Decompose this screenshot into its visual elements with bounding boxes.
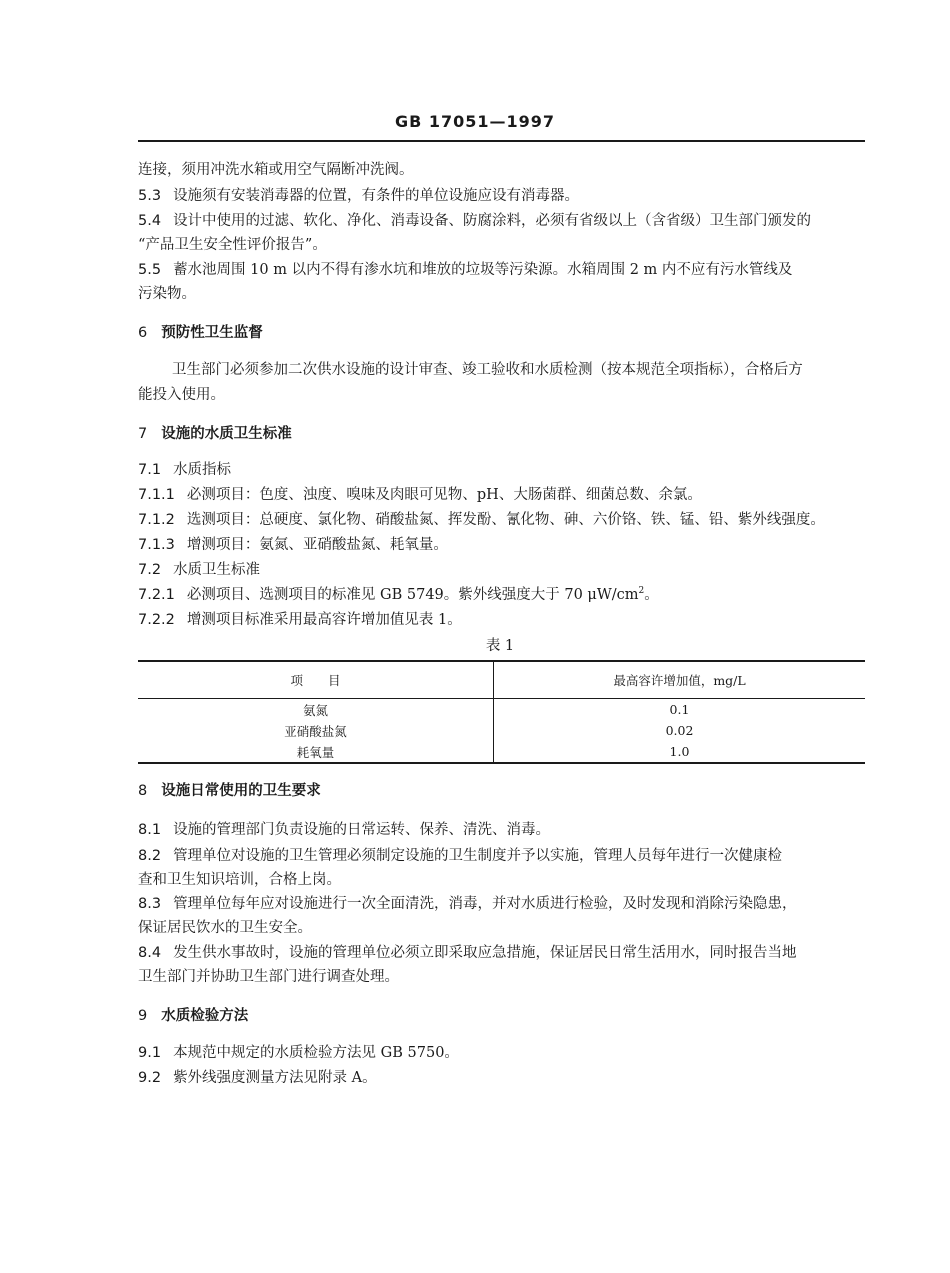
clause-5-4 [138,211,865,231]
clause-number: 7.2 [138,562,162,578]
clause-9-1 [138,1043,865,1063]
clause-text: 增测项目标准采用最高容许增加值见表 1。 [186,612,462,628]
clause-text: 本规范中规定的水质检验方法见 GB 5750。 [173,1045,459,1061]
clause-number: 9.2 [138,1070,162,1086]
clause-7-1 [138,460,865,480]
clause-number: 7.2.1 [138,587,175,603]
clause-number: 7.2.2 [138,612,175,628]
section-number: 6 [138,325,148,341]
clause-5-5 [138,260,865,280]
clause-8-3 [138,894,865,914]
section-number: 9 [138,1008,148,1024]
clause-text: 发生供水事故时，设施的管理单位必须立即采取应急措施，保证居民日常生活用水，同时报告当地 [173,945,797,961]
section-number: 8 [138,783,148,799]
clause-text: 水质卫生标准 [173,562,261,578]
header-rule [138,140,865,142]
clause-text: 蓄水池周围 10 m 以内不得有渗水坑和堆放的垃圾等污染源。水箱周围 2 m 内不应有污水管线及 [173,262,793,278]
clause-text: 管理单位每年应对设施进行一次全面清洗，消毒，并对水质进行检验，及时发现和消除污染隐患， [173,896,797,912]
table-1 [138,660,865,764]
clause-number: 8.2 [138,848,162,864]
clause-text: 设计中使用的过滤、软化、净化、消毒设备、防腐涂料，必须有省级以上（含省级）卫生部门颁发的 [173,213,812,229]
section-number: 7 [138,426,148,442]
clause-continuation: 污染物。 [138,286,196,302]
table-header-item: 项 目 [138,661,494,699]
section-6-heading [138,323,865,343]
clause-number: 5.3 [138,188,162,204]
clause-tail: 。 [644,587,659,603]
section-8-heading [138,781,865,801]
clause-number: 9.1 [138,1045,162,1061]
clause-continuation: “产品卫生安全性评价报告”。 [138,237,327,253]
table-row [138,699,865,721]
clause-number: 8.1 [138,822,162,838]
clause-continuation: 卫生部门并协助卫生部门进行调查处理。 [138,969,399,985]
table-header-value: 最高容许增加值，mg/L [494,661,866,699]
table-cell-item: 氨氮 [138,699,494,721]
clause-number: 8.3 [138,896,162,912]
paragraph-line: 卫生部门必须参加二次供水设施的设计审查、竣工验收和水质检测（按本规范全项指标），合格后方 [172,362,803,378]
clause-continuation: 保证居民饮水的卫生安全。 [138,920,312,936]
clause-number: 7.1.1 [138,487,175,503]
paragraph-line: 能投入使用。 [138,387,225,403]
clause-7-2 [138,560,865,580]
clause-5-3 [138,186,865,206]
clause-number: 5.4 [138,213,162,229]
clause-text: 设施的管理部门负责设施的日常运转、保养、清洗、消毒。 [173,822,551,838]
section-title: 设施日常使用的卫生要求 [161,783,321,799]
standard-code: 17051—1997 [428,112,556,131]
clause-text: 必测项目：色度、浊度、嗅味及肉眼可见物、pH、大肠菌群、细菌总数、余氯。 [186,487,702,503]
table-row [138,741,865,763]
table-cell-value: 1.0 [494,741,866,763]
table-header-row [138,661,865,699]
section-9-heading [138,1006,865,1026]
clause-text: 增测项目：氨氮、亚硝酸盐氮、耗氧量。 [186,537,448,553]
paragraph-line: 连接，须用冲洗水箱或用空气隔断冲洗阀。 [138,162,414,178]
clause-text: 必测项目、选测项目的标准见 GB 5749。紫外线强度大于 70 μW/cm [186,587,639,603]
clause-7-2-2 [138,610,865,630]
clause-number: 7.1.3 [138,537,175,553]
clause-text: 管理单位对设施的卫生管理必须制定设施的卫生制度并予以实施，管理人员每年进行一次健康检 [173,848,783,864]
page-header [0,112,950,131]
clause-number: 5.5 [138,262,162,278]
clause-7-1-1 [138,485,865,505]
superscript: 2 [638,586,645,597]
section-title: 预防性卫生监督 [161,325,263,341]
clause-text: 选测项目：总硬度、氯化物、硝酸盐氮、挥发酚、氰化物、砷、六价铬、铁、锰、铅、紫外线强度。 [186,512,825,528]
clause-text: 水质指标 [173,462,232,478]
table-cell-item: 亚硝酸盐氮 [138,720,494,741]
table-cell-value: 0.02 [665,723,694,738]
section-title: 水质检验方法 [161,1008,249,1024]
clause-7-2-1 [138,585,865,605]
clause-8-2 [138,846,865,866]
clause-text: 设施须有安装消毒器的位置，有条件的单位设施应设有消毒器。 [173,188,580,204]
clause-number: 8.4 [138,945,162,961]
clause-8-1 [138,820,865,840]
clause-number: 7.1.2 [138,512,175,528]
clause-7-1-2 [138,510,865,530]
section-title: 设施的水质卫生标准 [161,426,292,442]
standard-prefix: GB [394,112,423,131]
clause-8-4 [138,943,865,963]
clause-text: 紫外线强度测量方法见附录 A。 [173,1070,377,1086]
clause-7-1-3 [138,535,865,555]
clause-number: 7.1 [138,462,162,478]
table-cell-item: 耗氧量 [138,741,494,763]
clause-9-2 [138,1068,865,1088]
table-cell-value: 0.1 [669,702,690,717]
clause-continuation: 查和卫生知识培训，合格上岗。 [138,872,341,888]
table-caption: 表 1 [485,638,515,654]
section-7-heading [138,424,865,444]
table-row [138,720,865,741]
